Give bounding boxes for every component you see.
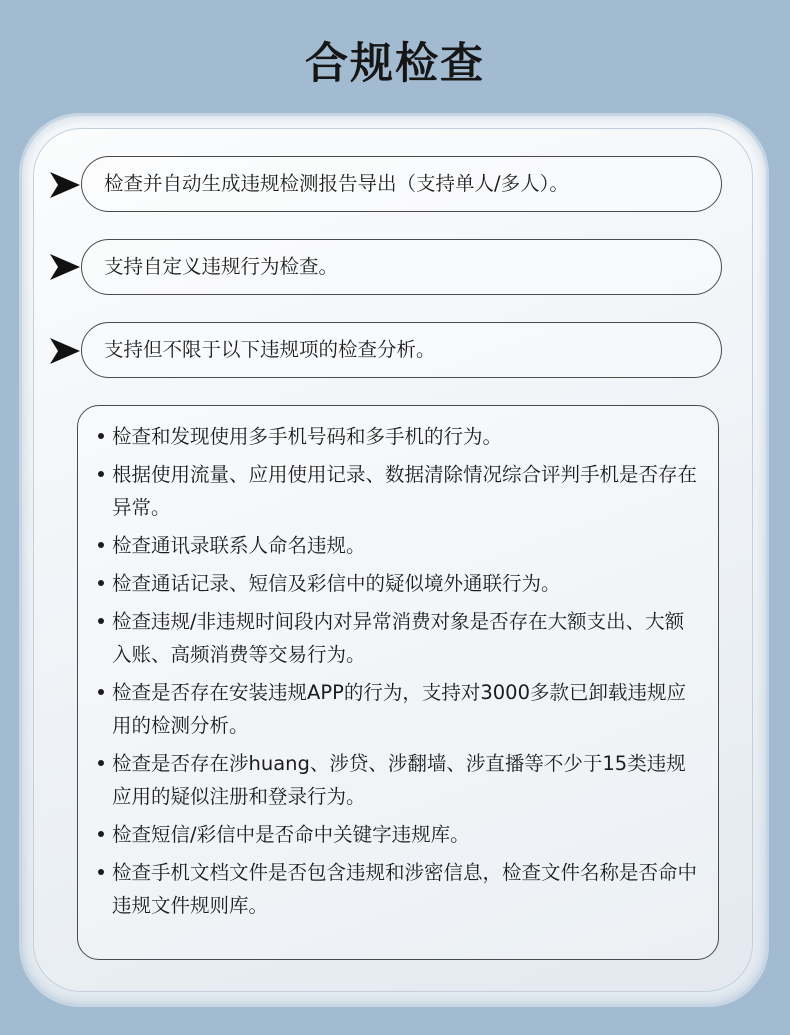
detail-list-box: [77, 405, 719, 960]
bullet-icon: [98, 760, 104, 766]
arrow-right-icon: [49, 171, 81, 199]
feature-pill: [81, 239, 722, 295]
list-item: [98, 676, 698, 742]
bullet-icon: [98, 433, 104, 439]
list-item: [98, 818, 698, 851]
list-item-text: 检查违规/非违规时间段内对异常消费对象是否存在大额支出、大额入账、高频消费等交易行为。: [112, 610, 685, 666]
list-item: [98, 567, 698, 600]
list-item-text: 检查是否存在涉huang、涉贷、涉翻墙、涉直播等不少于15类违规应用的疑似注册和登录行为。: [112, 752, 686, 808]
list-item: [98, 856, 698, 922]
bullet-icon: [98, 831, 104, 837]
list-item: [98, 458, 698, 524]
list-item: [98, 605, 698, 671]
bullet-icon: [98, 869, 104, 875]
list-item-text: 检查是否存在安装违规APP的行为，支持对3000多款已卸载违规应用的检测分析。: [112, 681, 686, 737]
list-item: [98, 420, 698, 453]
list-item: [98, 747, 698, 813]
list-item: [98, 529, 698, 562]
detail-list: [98, 420, 698, 927]
bullet-icon: [98, 618, 104, 624]
list-item-text: 根据使用流量、应用使用记录、数据清除情况综合评判手机是否存在异常。: [112, 463, 698, 519]
feature-text: 检查并自动生成违规检测报告导出（支持单人/多人）。: [104, 172, 569, 195]
list-item-text: 检查手机文档文件是否包含违规和涉密信息，检查文件名称是否命中违规文件规则库。: [112, 861, 698, 917]
list-item-text: 检查通话记录、短信及彩信中的疑似境外通联行为。: [112, 572, 561, 595]
bullet-icon: [98, 471, 104, 477]
list-item-text: 检查和发现使用多手机号码和多手机的行为。: [112, 425, 503, 448]
feature-pill: [81, 156, 722, 212]
list-item-text: 检查通讯录联系人命名违规。: [112, 534, 366, 557]
list-item-text: 检查短信/彩信中是否命中关键字违规库。: [112, 823, 470, 846]
bullet-icon: [98, 580, 104, 586]
feature-text: 支持自定义违规行为检查。: [104, 255, 339, 278]
bullet-icon: [98, 542, 104, 548]
feature-text: 支持但不限于以下违规项的检查分析。: [104, 338, 436, 361]
arrow-right-icon: [49, 253, 81, 281]
arrow-right-icon: [49, 337, 81, 365]
page-title: 合规检查: [305, 39, 485, 89]
feature-pill: [81, 322, 722, 378]
bullet-icon: [98, 689, 104, 695]
